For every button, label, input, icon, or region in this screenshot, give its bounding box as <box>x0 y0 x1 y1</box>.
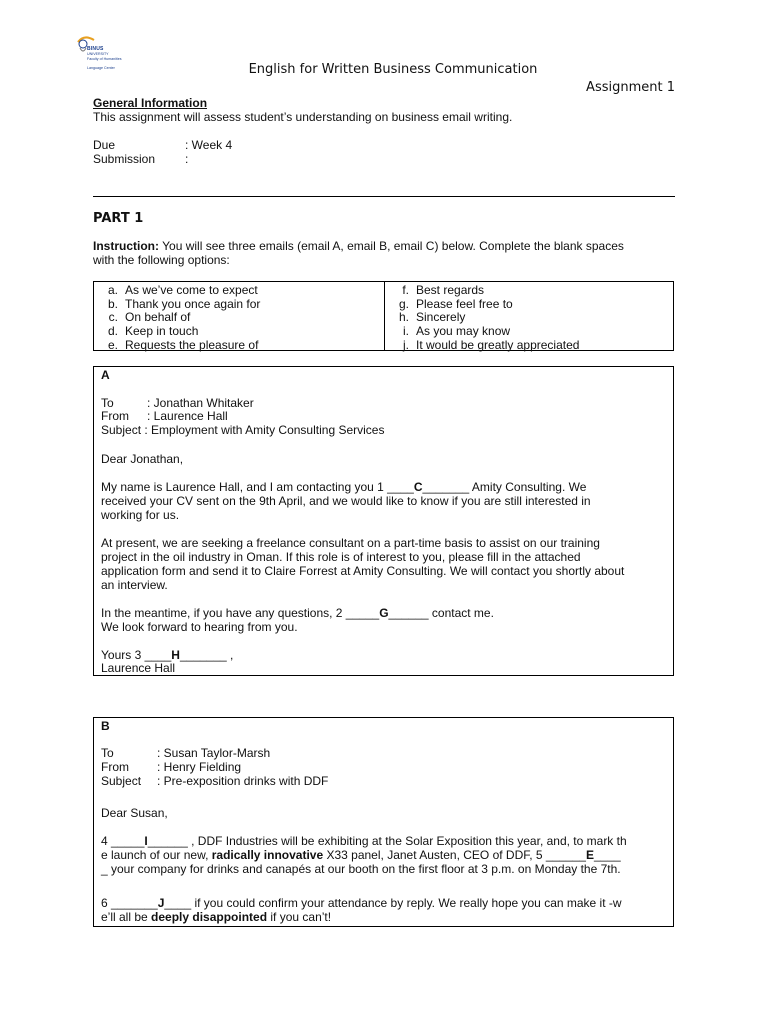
option-text: As we’ve come to expect <box>125 283 258 297</box>
option-letter: e. <box>107 338 118 352</box>
email-a-box <box>93 366 674 676</box>
document-title: English for Written Business Communication <box>248 62 538 77</box>
email-a-signature: Laurence Hall <box>101 661 176 675</box>
email-b-from-value: : Henry Fielding <box>157 760 242 774</box>
text-segment: My name is Laurence Hall, and I am contacting you 1 ____ <box>101 480 414 494</box>
text-segment: e launch of our new, <box>101 848 212 862</box>
option-text: On behalf of <box>125 310 191 324</box>
option-text: As you may know <box>416 324 511 338</box>
email-b-greeting: Dear Susan, <box>101 806 168 820</box>
email-a-from-value: : Laurence Hall <box>147 409 228 423</box>
option-text: Thank you once again for <box>125 297 261 311</box>
text-segment: e’ll all be <box>101 910 152 924</box>
email-b-p1-line1 <box>101 834 627 848</box>
answer-3: H <box>171 648 180 662</box>
answer-1: C <box>413 480 423 494</box>
text-segment: ____ <box>594 848 621 862</box>
email-a-p1-line1 <box>101 480 586 494</box>
due-value: : Week 4 <box>185 138 233 152</box>
instruction-label: Instruction: <box>93 239 159 253</box>
subject-label: Subject <box>101 423 142 437</box>
email-a-p1-line2: received your CV sent on the 9th April, and we would like to know if you are still interested in <box>101 494 591 508</box>
email-b-p1-line3: _ your company for drinks and canapés at our booth on the first floor at 3 p.m. on Monday the 7th. <box>101 862 621 876</box>
options-table <box>93 281 674 351</box>
option-letter: i. <box>403 324 409 338</box>
option-letter: d. <box>107 324 118 338</box>
text-segment: ______ contact me. <box>388 606 494 620</box>
section-divider <box>93 196 675 197</box>
option-letter: a. <box>107 283 118 297</box>
option-letter: b. <box>107 297 118 311</box>
text-segment: 4 _____ <box>101 834 145 848</box>
option-text: Please feel free to <box>416 297 513 311</box>
instruction-text-1: You will see three emails (email A, email B, email C) below. Complete the blank spaces <box>159 239 624 253</box>
email-a-subject <box>101 423 384 437</box>
text-segment: 6 _______ <box>101 896 158 910</box>
email-b-p1-line2 <box>101 848 621 862</box>
option-letter: g. <box>398 297 409 311</box>
assignment-label: Assignment 1 <box>586 80 675 95</box>
answer-2: G <box>379 606 389 620</box>
answer-4: I <box>144 834 148 848</box>
logo-brand: BINUS <box>87 46 104 52</box>
email-a-greeting: Dear Jonathan, <box>101 452 184 466</box>
email-b-box <box>93 717 674 927</box>
email-b-to: To <box>101 746 114 760</box>
answer-5: E <box>585 848 594 862</box>
emphasis-text: deeply disappointed <box>151 910 268 924</box>
logo-line1: UNIVERSITY <box>87 52 109 56</box>
option-text: Requests the pleasure of <box>125 338 259 352</box>
option-text: Sincerely <box>416 310 466 324</box>
instruction <box>93 239 678 267</box>
email-a-closing <box>101 648 233 662</box>
logo-line2: Faculty of Humanities <box>87 57 122 61</box>
subject-value: : Employment with Amity Consulting Services <box>144 423 385 437</box>
email-a-p2-line2: project in the oil industry in Oman. If this role is of interest to you, please fill in the attached <box>101 550 581 564</box>
option-text: Keep in touch <box>125 324 199 338</box>
general-info-heading: General Information <box>93 96 208 110</box>
email-a-label: A <box>101 368 110 382</box>
option-letter: f. <box>402 283 409 297</box>
email-b-to-value: : Susan Taylor-Marsh <box>157 746 271 760</box>
text-segment: ____ if you could confirm your attendance by reply. We really hope you can make it -w <box>164 896 622 910</box>
options-divider <box>384 282 385 350</box>
email-a-p2-line1: At present, we are seeking a freelance consultant on a part-time basis to assist on our training <box>101 536 600 550</box>
due-label: Due <box>93 138 116 152</box>
general-info-description: This assignment will assess student’s understanding on business email writing. <box>93 110 513 124</box>
email-b-p2-line2 <box>101 910 331 924</box>
email-a-p1-line3: working for us. <box>101 508 180 522</box>
email-b-label: B <box>101 719 110 733</box>
submission-label: Submission <box>93 152 156 166</box>
email-a-p2-line4: an interview. <box>101 578 168 592</box>
text-segment: _______ Amity Consulting. We <box>422 480 587 494</box>
text-segment: X33 panel, Janet Austen, CEO of DDF, 5 ______ <box>323 848 586 862</box>
option-letter: h. <box>398 310 409 324</box>
text-segment: Yours 3 ____ <box>101 648 172 662</box>
part-title: PART 1 <box>93 211 144 226</box>
option-letter: c. <box>108 310 118 324</box>
submission-value: : <box>185 152 189 166</box>
option-letter: j. <box>403 338 409 352</box>
option-text: Best regards <box>416 283 485 297</box>
to-label: To <box>101 396 114 410</box>
text-segment: In the meantime, if you have any questions, 2 _____ <box>101 606 380 620</box>
email-b-subject: Subject <box>101 774 142 788</box>
option-text: It would be greatly appreciated <box>416 338 580 352</box>
email-b-p2-line1 <box>101 896 622 910</box>
email-a-from: From <box>101 409 129 423</box>
text-segment: ______ , DDF Industries will be exhibiting at the Solar Exposition this year, and, to mark th <box>147 834 627 848</box>
email-b-subject-value: : Pre-exposition drinks with DDF <box>157 774 329 788</box>
email-a-p3-line2: We look forward to hearing from you. <box>101 620 298 634</box>
email-a-p2-line3: application form and send it to Claire Forrest at Amity Consulting. We will contact you shortly about <box>101 564 625 578</box>
text-segment: if you can’t! <box>267 910 332 924</box>
text-segment: _______ , <box>179 648 234 662</box>
email-a-to-value: : Jonathan Whitaker <box>147 396 254 410</box>
email-a-p3-line1 <box>101 606 494 620</box>
answer-6: J <box>157 896 165 910</box>
email-a-to <box>101 396 114 410</box>
instruction-text-2: with the following options: <box>93 253 230 267</box>
logo-line3: Language Center <box>87 66 115 70</box>
emphasis-text: radically innovative <box>211 848 324 862</box>
email-b-from: From <box>101 760 129 774</box>
